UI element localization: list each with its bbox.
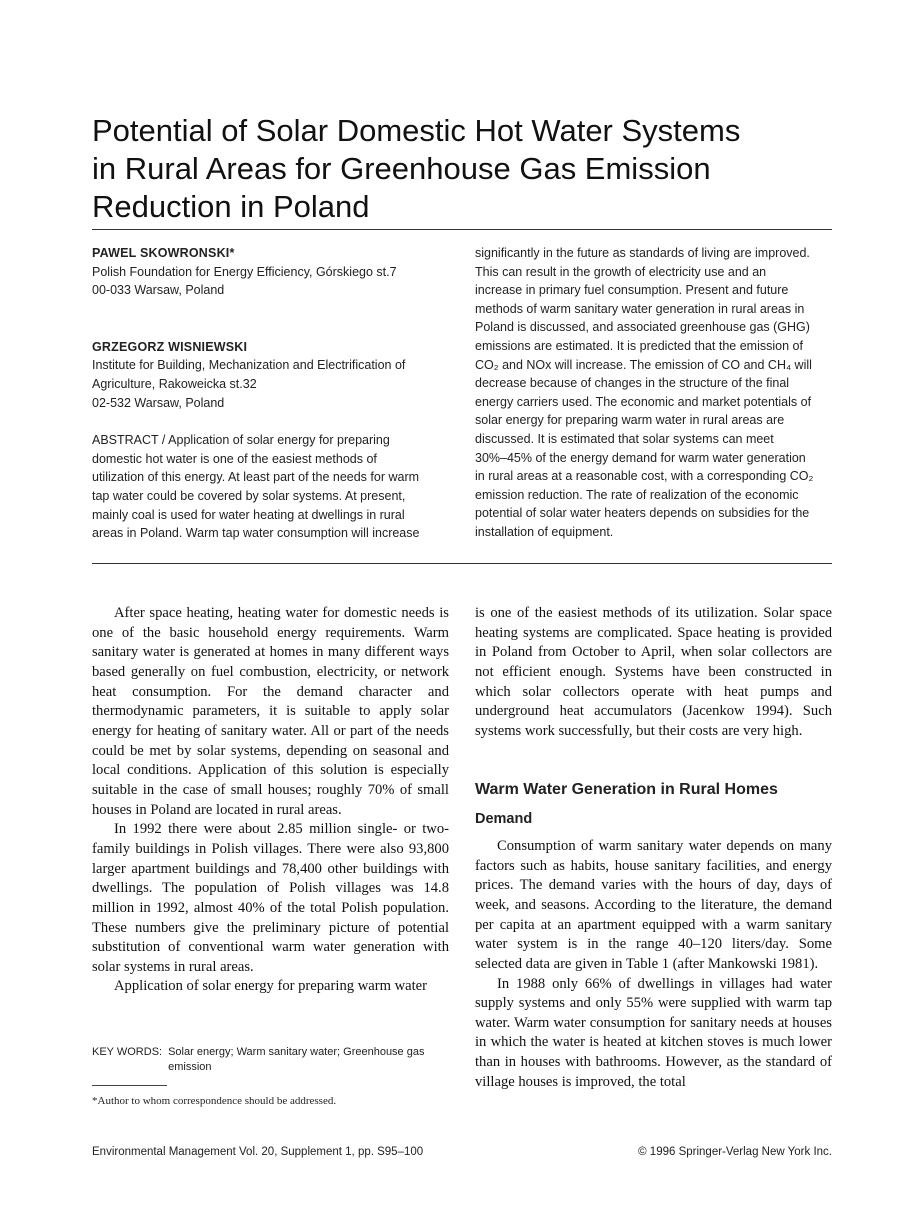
footnote-rule [92,1085,167,1086]
author-name: GRZEGORZ WISNIEWSKI [92,339,248,354]
keywords-text: Solar energy; Warm sanitary water; Greenhouse gas emission [168,1046,425,1073]
title-rule [92,229,832,230]
abstract-line: mainly coal is used for water heating at dwellings in rural [92,507,405,522]
abstract-line: increase in primary fuel consumption. Present and future [475,283,789,298]
abstract-line: installation of equipment. [475,524,614,539]
author-affiliation-line: 02-532 Warsaw, Poland [92,395,225,410]
author-name: PAWEL SKOWRONSKI* [92,246,235,260]
abstract-line: ABSTRACT / Application of solar energy for preparing [92,433,390,448]
keywords-label: KEY WORDS: [92,1046,163,1058]
abstract-line: emission reduction. The rate of realization of the economic [475,487,799,502]
abstract-line: This can result in the growth of electricity use and an [475,264,767,279]
author-affiliation-line: Institute for Building, Mechanization and Electrification of [92,358,406,373]
footer-journal-citation: Environmental Management Vol. 20, Supplement 1, pp. S95–100 [92,1146,424,1158]
body-paragraph: In 1988 only 66% of dwellings in villages had water supply systems and only 55% were supplied with warm tap water. Warm water consumption for sanitary needs at houses in which the water is heated at kitchen stoves is much lower than in houses with bathrooms. However, as the standard of village houses is improved, the total [475,975,832,1090]
abstract-line: 30%–45% of the energy demand for warm water generation [475,450,806,465]
abstract-line: discussed. It is estimated that solar systems can meet [475,431,774,446]
abstract-line: significantly in the future as standards of living are improved. [475,246,810,260]
subsection-heading: Demand [475,811,533,828]
title-line: in Rural Areas for Greenhouse Gas Emission [92,151,711,186]
abstract-line: tap water could be covered by solar systems. At present, [92,488,406,503]
body-paragraph: Consumption of warm sanitary water depends on many factors such as habits, house sanitary facilities, and energy prices. The demand varies with the hours of day, days of week, and seasons. According to the literature, the demand per capita at an apartment equipped with a warm sanitary water system is in the range 40–120 liters/day. Some selected data are given in Table 1 (after Mankowski 1981). [475,837,832,972]
abstract-rule [92,563,832,564]
body-paragraph: is one of the easiest methods of its utilization. Solar space heating systems are complicated. Space heating is provided in Poland from October to April, when solar collectors are not efficient enough. Systems have been constructed in which solar collectors operate with heat pumps and underground heat accumulators (Jacenkow 1994). Such systems work successfully, but their costs are very high. [475,605,832,739]
abstract-line: Poland is discussed, and associated greenhouse gas (GHG) [475,320,810,335]
body-paragraph: Application of solar energy for preparing warm water [114,978,427,995]
body-right-column [475,604,832,1092]
abstract-line: methods of warm sanitary water generation in rural areas in [475,301,805,316]
body-paragraph: After space heating, heating water for domestic needs is one of the basic household energy requirements. Warm sanitary water is generated at homes in many different ways based generally on fuel combustion, electricity, or network heat consumption. For the demand character and thermodynamic parameters, it is suitable to apply solar energy for heating of sanitary water. All or part of the needs could be met by solar systems, depending on seasonal and local conditions. Application of this solution is especially suitable in the case of small houses; roughly 70% of small houses in Poland are located in rural areas. [92,605,449,818]
author-affiliation-line: 00-033 Warsaw, Poland [92,283,225,298]
abstract-line: emissions are estimated. It is predicted that the emission of [475,338,803,353]
abstract-line: CO₂ and NOx will increase. The emission of CO and CH₄ will [475,357,812,372]
abstract-line: potential of solar water heaters depends on subsidies for the [475,506,810,521]
abstract-right [475,244,835,542]
abstract-line: domestic hot water is one of the easiest methods of [92,451,377,466]
keywords [92,1045,449,1075]
abstract-line: in rural areas at a reasonable cost, with a corresponding CO₂ [475,469,814,484]
abstract-line: utilization of this energy. At least part of the needs for warm [92,470,420,485]
title-line: Potential of Solar Domestic Hot Water Systems [92,113,741,148]
author-affiliation-line: Polish Foundation for Energy Efficiency, Górskiego st.7 [92,264,397,279]
footnote: *Author to whom correspondence should be addressed. [92,1095,337,1107]
abstract-line: solar energy for preparing warm water in rural areas are [475,413,785,428]
title-line: Reduction in Poland [92,189,370,224]
abstract-line: areas in Poland. Warm tap water consumption will increase [92,526,420,541]
abstract-line: decrease because of changes in the structure of the final [475,376,790,391]
author-affiliation-line: Agriculture, Rakoweicka st.32 [92,376,257,391]
abstract-line: energy carriers used. The economic and market potentials of [475,394,812,409]
paper-title [92,112,852,226]
section-heading: Warm Water Generation in Rural Homes [475,780,778,798]
footer-copyright: © 1996 Springer-Verlag New York Inc. [638,1146,832,1158]
front-matter-left [92,244,452,543]
body-left-column [92,604,449,997]
body-paragraph: In 1992 there were about 2.85 million single- or two-family buildings in Polish villages. There were also 93,800 larger apartment buildings and 78,400 other buildings with dwellings. The population of Polish villages was 14.8 million in 1992, almost 40% of the total Polish population. These numbers give the preliminary picture of potential substitution of conventional warm water generation with solar systems in rural areas. [92,821,449,975]
